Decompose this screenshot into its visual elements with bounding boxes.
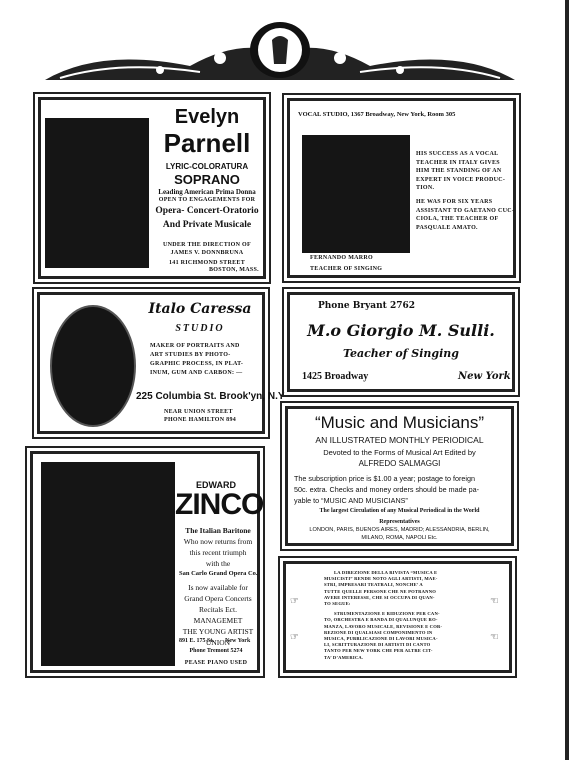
page-edge	[565, 0, 569, 760]
last-name: ZINCO	[175, 488, 264, 521]
circulation-line: The largest Circulation of any Musical Periodical in the World	[319, 508, 480, 514]
director-name: JAMES V. DONNBRUNA	[170, 250, 244, 256]
marro-text-1	[416, 151, 516, 231]
text-line: CIOLA, THE TEACHER OF	[416, 216, 499, 222]
representatives-label: Representatives	[379, 519, 420, 525]
text-line: STRUMENTAZIONE E RIDUZIONE PER CAN-	[334, 611, 440, 617]
sulli-address: 1425 Broadway	[302, 371, 369, 382]
studio-label: STUDIO	[175, 323, 225, 334]
text-line: HIS SUCCESS AS A VOCAL	[416, 151, 499, 157]
magazine-devoted: Devoted to the Forms of Musical Art Edited by	[323, 448, 476, 457]
text-line: AVERE INTERESSE, CHE SI OCCUPA DI QUAN-	[324, 594, 435, 600]
text-line: HIM THE STANDING OF AN	[416, 168, 502, 174]
text-line: Is now available for	[188, 583, 248, 592]
price-line-2: 50c. extra. Checks and money orders should be made pa-	[294, 485, 479, 494]
text-line: ASSISTANT TO GAETANO CUC-	[416, 207, 515, 214]
teacher-name: FERNANDO MARRO	[310, 255, 374, 261]
rivista-text	[324, 570, 489, 661]
sulli-title: Teacher of Singing	[343, 347, 459, 360]
teacher-role: TEACHER OF SINGING	[310, 266, 383, 272]
engagements-line: OPEN TO ENGAGEMENTS FOR	[158, 197, 256, 203]
zinco-phone: Phone Tremont 5274	[189, 648, 243, 654]
cities-line-1: LONDON, PARIS, BUENOS AIRES, MADRID; ALESSANDRIA, BERLIN,	[309, 527, 490, 533]
text-line: INUM, GUM AND CARBON: —	[150, 370, 243, 376]
studio-header: VOCAL STUDIO, 1367 Broadway, New York, Room 305	[298, 111, 456, 118]
caressa-description	[150, 343, 243, 376]
portrait-photo	[45, 118, 149, 268]
text-line: LI, SCRITTURAZIONE DI ARTISTI DI CANTO	[324, 642, 431, 648]
price-line-1: The subscription price is $1.00 a year; postage to foreign	[294, 474, 475, 483]
sulli-phone: Phone Bryant 2762	[318, 301, 416, 311]
text-line: PASQUALE AMATO.	[416, 224, 478, 231]
text-line: with the	[205, 559, 231, 568]
pointing-hand-icon: ☜	[490, 596, 499, 607]
magazine-editor: ALFREDO SALMAGGI	[358, 459, 441, 468]
ad-music-and-musicians	[285, 406, 514, 546]
first-name: Evelyn	[174, 106, 240, 128]
pointing-hand-icon: ☞	[290, 632, 299, 643]
near-street: NEAR UNION STREET	[164, 409, 233, 415]
ad-giorgio-sulli	[287, 292, 515, 392]
text-line: GRAPHIC PROCESS, IN PLAT-	[150, 361, 244, 367]
cities-line-2: MILANO, ROMA, NAPOLI Etc.	[361, 535, 438, 541]
last-name: Parnell	[163, 128, 251, 158]
text-line: The Italian Baritone	[185, 526, 251, 535]
opera-company: San Carlo Grand Opera Co.	[179, 570, 258, 577]
text-line: EXPERT IN VOICE PRODUC-	[416, 176, 506, 183]
text-line: Who now returns from	[183, 537, 253, 546]
ad-evelyn-parnell	[38, 97, 266, 279]
zinco-address: 891 E. 175 St.	[179, 638, 214, 644]
text-line: MUSICA, PUBBLICAZIONE DI LAVORI MUSICA-	[324, 636, 438, 642]
text-line: TO SEGUE:	[324, 601, 351, 607]
text-line: UNION	[205, 638, 231, 647]
text-line: MANZA, LAVORO MUSICALE, REVISIONE E COR-	[324, 623, 443, 629]
zinco-text-1	[179, 526, 257, 647]
opera-line: Opera- Concert-Oratorio	[155, 206, 259, 216]
ad-italo-caressa	[37, 292, 285, 434]
magazine-title: “Music and Musicians”	[314, 413, 485, 432]
text-line: MUSICISTI” RENDE NOTO AGLI ARTISTI, MAE-	[324, 576, 438, 582]
text-line: HE WAS FOR SIX YEARS	[416, 199, 493, 205]
sulli-city: New York	[458, 371, 511, 382]
text-line: MAKER OF PORTRAITS AND	[150, 343, 240, 349]
text-line: this recent triumph	[189, 548, 247, 557]
text-line: Recitals Ect.	[199, 605, 237, 614]
text-line: TANTO PER NEW YORK CHE PER ALTRE CIT-	[324, 648, 433, 654]
ad-fernando-marro	[287, 98, 516, 278]
studio-phone: PHONE HAMILTON 894	[164, 417, 237, 423]
portrait-photo	[41, 462, 175, 666]
text-line: STRI, IMPRESARI TEATRALI, NONCHE’ A	[324, 582, 423, 588]
sulli-name: M.o Giorgio M. Sulli.	[307, 321, 495, 340]
text-line: TION.	[416, 185, 435, 191]
text-line: Grand Opera Concerts	[184, 594, 252, 603]
first-name: EDWARD	[196, 480, 236, 490]
price-line-3: yable to “MUSIC AND MUSICIANS”	[294, 496, 408, 505]
pointing-hand-icon: ☞	[290, 596, 299, 607]
text-line: REZIONE DI QUALSIASI COMPONIMENTO IN	[324, 629, 433, 635]
ad-rivista-notice	[283, 561, 512, 673]
text-line: THE YOUNG ARTIST	[182, 627, 254, 636]
city-address: BOSTON, MASS.	[209, 267, 259, 273]
direction-label: UNDER THE DIRECTION OF	[162, 242, 251, 248]
text-line: ART STUDIES BY PHOTO-	[150, 352, 231, 358]
voice-type: LYRIC-COLORATURA	[165, 162, 249, 171]
studio-name: Italo Caressa	[148, 301, 252, 317]
magazine-subtitle: AN ILLUSTRATED MONTHLY PERIODICAL	[315, 435, 484, 445]
voice-soprano: SOPRANO	[174, 172, 240, 187]
musicale-line: And Private Musicale	[162, 220, 252, 230]
zinco-city: New York	[225, 638, 251, 644]
text-line: LA DIREZIONE DELLA RIVISTA “MUSICA E	[334, 570, 438, 575]
text-line: TUTTE QUELLE PERSONE CHE NE POTRANNO	[324, 588, 436, 594]
text-line: TEACHER IN ITALY GIVES	[416, 159, 500, 166]
text-line: TO, ORCHESTRA E BANDA DI QUALUNQUE RO-	[324, 617, 438, 623]
oval-portrait	[50, 305, 136, 427]
prima-donna-line: Leading American Prima Donna	[158, 188, 256, 196]
studio-address: 225 Columbia St. Brook'yn, N.Y	[136, 391, 285, 402]
portrait-photo	[302, 135, 410, 253]
ad-edward-zinco	[30, 451, 264, 673]
pointing-hand-icon: ☜	[490, 632, 499, 643]
ornamental-crest	[40, 18, 520, 88]
street-address: 141 RICHMOND STREET	[168, 260, 246, 266]
text-line: TA’ D’AMERICA.	[324, 654, 364, 660]
piano-line: PEASE PIANO USED	[184, 660, 248, 666]
text-line: MANAGEMET	[193, 616, 243, 625]
